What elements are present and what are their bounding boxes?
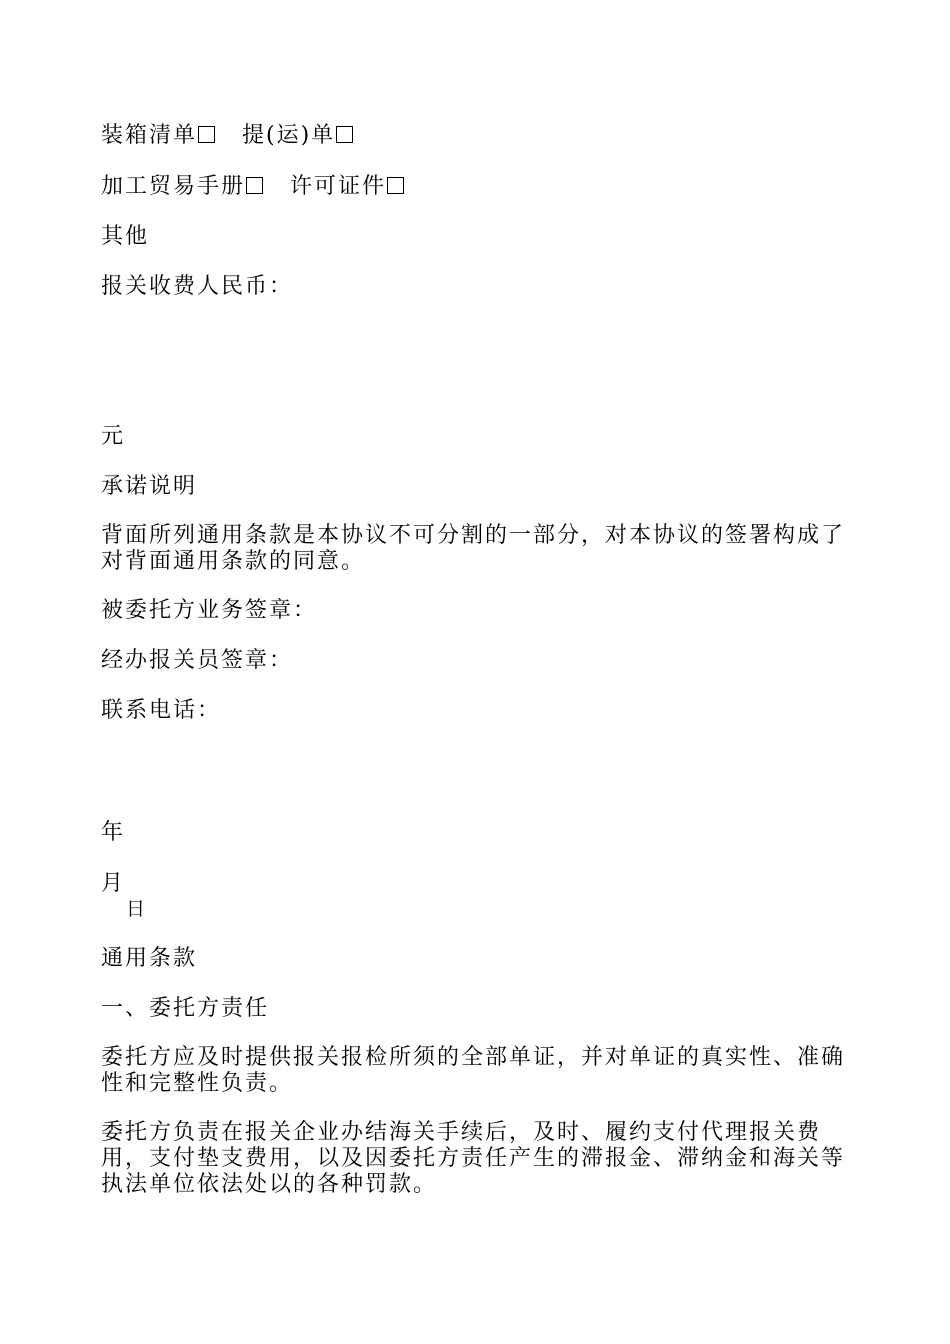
phone-field: 联系电话： <box>101 698 222 723</box>
section1-title: 一、委托方责任 <box>101 996 270 1021</box>
commitment-text: 背面所列通用条款是本协议不可分割的一部分，对本协议的签署构成了对背面通用条款的同意。 <box>101 523 846 574</box>
processing-trade-manual-checkbox[interactable] <box>246 177 263 194</box>
section1-paragraph-2: 委托方负责在报关企业办结海关手续后，及时、履约支付代理报关费用，支付垫支费用，以及因委托方责任产生的滞报金、滞纳金和海关等执法单位依法处以的各种罚款。 <box>101 1120 846 1197</box>
packing-list-label: 装箱清单 <box>101 123 198 148</box>
fee-label: 报关收费人民币： <box>101 274 294 299</box>
agent-seal-field: 被委托方业务签章： <box>101 598 318 623</box>
date-month: 月 <box>101 871 126 896</box>
packing-list-checkbox[interactable] <box>198 126 215 143</box>
license-label: 许可证件 <box>290 174 387 199</box>
commitment-heading: 承诺说明 <box>101 474 198 499</box>
license-checkbox[interactable] <box>387 177 404 194</box>
bill-of-lading-label: 提(运)单 <box>242 123 336 148</box>
processing-trade-manual-label: 加工贸易手册 <box>101 174 246 199</box>
checklist-row-1 <box>101 123 354 149</box>
declarant-seal-field: 经办报关员签章： <box>101 648 294 673</box>
terms-heading: 通用条款 <box>101 946 198 971</box>
currency-unit: 元 <box>101 424 126 449</box>
date-day: 日 <box>126 898 148 920</box>
bill-of-lading-checkbox[interactable] <box>336 126 353 143</box>
section1-paragraph-1: 委托方应及时提供报关报检所须的全部单证，并对单证的真实性、准确性和完整性负责。 <box>101 1045 846 1096</box>
checklist-row-2 <box>101 174 405 200</box>
date-year: 年 <box>101 820 126 845</box>
other-label: 其他 <box>101 224 150 249</box>
